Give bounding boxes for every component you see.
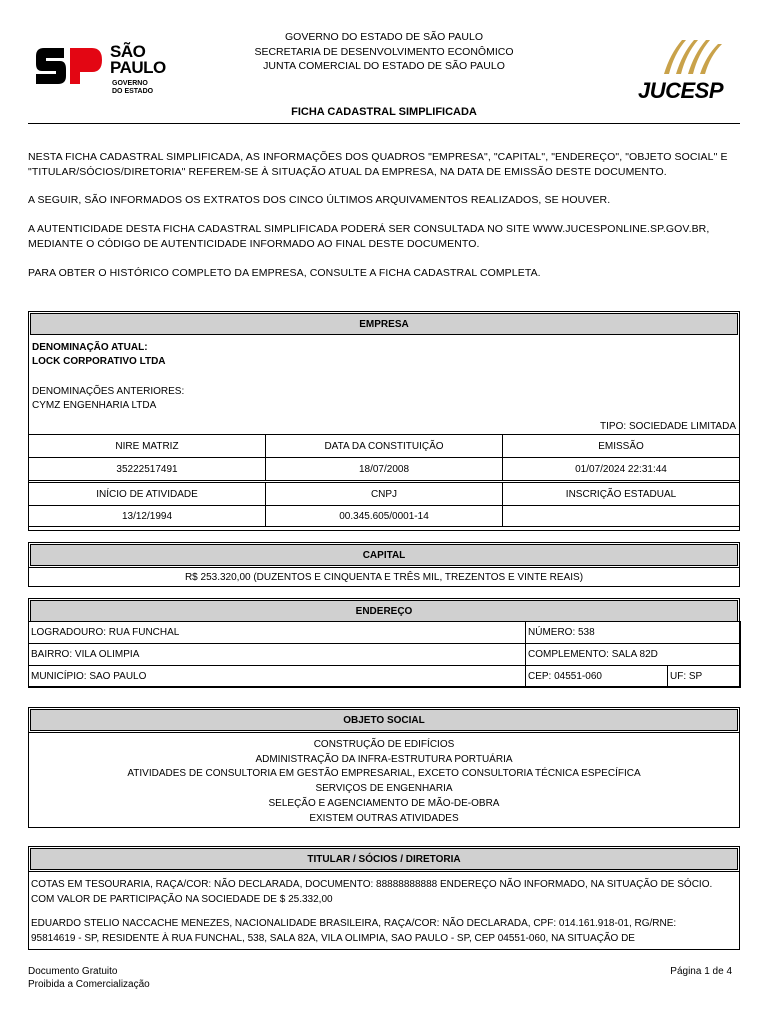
titular-p1-line2: COM VALOR DE PARTICIPAÇÃO NA SOCIEDADE DE $ 25.332,00 — [31, 894, 333, 905]
endereco-section — [28, 598, 740, 687]
titular-p2-line2: 95814619 - SP, RESIDENTE À RUA FUNCHAL, 538, SALA 82A, VILA OLIMPIA, SAO PAULO - SP, CEP 04551-060, NA SITUAÇÃO DE — [31, 933, 635, 944]
header-divider — [28, 123, 740, 124]
anteriores-value: CYMZ ENGENHARIA LTDA — [32, 400, 157, 411]
capital-section — [28, 542, 740, 587]
document-title: FICHA CADASTRAL SIMPLIFICADA — [291, 106, 477, 118]
constituicao-header: DATA DA CONSTITUIÇÃO — [266, 435, 503, 458]
anteriores-label: DENOMINAÇÕES ANTERIORES: — [32, 386, 185, 397]
endereco-heading: ENDEREÇO — [30, 600, 738, 622]
intro-paragraph-1 — [28, 150, 744, 180]
titular-heading: TITULAR / SÓCIOS / DIRETORIA — [30, 848, 738, 870]
list-item: CONSTRUÇÃO DE EDIFÍCIOS — [313, 739, 455, 750]
intro-p1-line1: NESTA FICHA CADASTRAL SIMPLIFICADA, AS INFORMAÇÕES DOS QUADROS "EMPRESA", "CAPITAL", "ENDEREÇO", "OBJETO SOCIAL" E — [28, 151, 728, 163]
logo-text-paulo: PAULO — [110, 58, 166, 77]
jucesp-swoosh-icon — [660, 36, 730, 76]
jucesp-wordmark: JUCESP — [638, 78, 724, 103]
inicio-atividade-header: INÍCIO DE ATIVIDADE — [29, 482, 266, 506]
intro-paragraph-2: A SEGUIR, SÃO INFORMADOS OS EXTRATOS DOS CINCO ÚLTIMOS ARQUIVAMENTOS REALIZADOS, SE HOUVER. — [28, 194, 611, 206]
list-item: ATIVIDADES DE CONSULTORIA EM GESTÃO EMPRESARIAL, EXCETO CONSULTORIA TÉCNICA ESPECÍFICA — [127, 768, 641, 780]
table-row — [29, 666, 741, 688]
list-item: SELEÇÃO E AGENCIAMENTO DE MÃO-DE-OBRA — [268, 797, 500, 809]
footer-proibida: Proibida a Comercialização — [28, 979, 150, 990]
inscricao-header: INSCRIÇÃO ESTADUAL — [503, 482, 740, 506]
inicio-atividade-value: 13/12/1994 — [29, 506, 266, 527]
objeto-heading: OBJETO SOCIAL — [30, 709, 738, 731]
logo-text-estado: DO ESTADO — [112, 88, 154, 95]
footer-gratuito: Documento Gratuito — [28, 966, 118, 977]
table-row — [29, 506, 740, 527]
titular-section — [28, 846, 740, 950]
denominacao-label: DENOMINAÇÃO ATUAL: — [32, 342, 148, 353]
cnpj-value: 00.345.605/0001-14 — [266, 506, 503, 527]
nire-value: 35222517491 — [29, 458, 266, 482]
gov-line-2: SECRETARIA DE DESENVOLVIMENTO ECONÔMICO — [254, 45, 514, 58]
bairro: BAIRRO: VILA OLIMPIA — [29, 644, 526, 666]
titular-content — [29, 871, 739, 946]
list-item: ADMINISTRAÇÃO DA INFRA-ESTRUTURA PORTUÁRIA — [255, 753, 513, 765]
endereco-table — [28, 621, 741, 688]
intro-paragraph-4: PARA OBTER O HISTÓRICO COMPLETO DA EMPRESA, CONSULTE A FICHA CADASTRAL COMPLETA. — [28, 267, 541, 279]
objeto-social-section — [28, 707, 740, 828]
page-number: Página 1 de 4 — [670, 966, 732, 977]
titular-p2-line1: EDUARDO STELIO NACCACHE MENEZES, NACIONALIDADE BRASILEIRA, RAÇA/COR: NÃO DECLARADA, CPF: 014.161.918-01, RG/RNE: — [31, 918, 677, 929]
list-item: SERVIÇOS DE ENGENHARIA — [315, 783, 453, 795]
cnpj-header: CNPJ — [266, 482, 503, 506]
table-row — [29, 482, 740, 506]
table-row — [29, 644, 741, 666]
inscricao-value — [503, 506, 740, 527]
objeto-list — [29, 732, 739, 826]
municipio: MUNICÍPIO: SAO PAULO — [29, 666, 526, 688]
emissao-header: EMISSÃO — [503, 435, 740, 458]
table-row — [29, 435, 740, 458]
titular-p1-line1: COTAS EM TESOURARIA, RAÇA/COR: NÃO DECLARADA, DOCUMENTO: 88888888888 ENDEREÇO NÃO INFORMADO, NA SITUAÇÃO DE SÓCIO. — [31, 879, 713, 890]
uf: UF: SP — [668, 666, 741, 688]
numero: NÚMERO: 538 — [526, 622, 741, 644]
constituicao-value: 18/07/2008 — [266, 458, 503, 482]
jucesp-logo — [636, 36, 736, 104]
logo-text-governo: GOVERNO — [112, 80, 148, 87]
gov-line-1: GOVERNO DO ESTADO DE SÃO PAULO — [285, 31, 483, 43]
empresa-details-table — [28, 434, 740, 527]
intro-p3-line1: A AUTENTICIDADE DESTA FICHA CADASTRAL SIMPLIFICADA PODERÁ SER CONSULTADA NO SITE WWW.JUCESPONLINE.SP.GOV.BR, — [28, 223, 710, 235]
cep: CEP: 04551-060 — [526, 666, 668, 688]
complemento: COMPLEMENTO: SALA 82D — [526, 644, 741, 666]
tipo-sociedade: TIPO: SOCIEDADE LIMITADA — [600, 421, 736, 432]
footer-left — [28, 965, 150, 991]
nire-header: NIRE MATRIZ — [29, 435, 266, 458]
capital-value: R$ 253.320,00 (DUZENTOS E CINQUENTA E TRÊS MIL, TREZENTOS E VINTE REAIS) — [29, 567, 739, 588]
gov-line-3: JUNTA COMERCIAL DO ESTADO DE SÃO PAULO — [263, 60, 505, 72]
intro-paragraph-3 — [28, 222, 744, 252]
intro-p3-line2: MEDIANTE O CÓDIGO DE AUTENTICIDADE INFORMADO AO FINAL DESTE DOCUMENTO. — [28, 238, 480, 250]
table-row — [29, 458, 740, 482]
emissao-value: 01/07/2024 22:31:44 — [503, 458, 740, 482]
logo-text-sao: SÃO — [110, 42, 146, 61]
intro-p1-line2: "TITULAR/SÓCIOS/DIRETORIA" REFEREM-SE À SITUAÇÃO ATUAL DA EMPRESA, NA DATA DE EMISSÃO DESTE DOCUMENTO. — [28, 166, 667, 178]
empresa-section — [28, 311, 740, 531]
logradouro: LOGRADOURO: RUA FUNCHAL — [29, 622, 526, 644]
list-item: EXISTEM OUTRAS ATIVIDADES — [309, 812, 459, 824]
table-row — [29, 622, 741, 644]
denominacao-value: LOCK CORPORATIVO LTDA — [32, 356, 166, 367]
empresa-heading: EMPRESA — [30, 313, 738, 335]
capital-heading: CAPITAL — [30, 544, 738, 566]
